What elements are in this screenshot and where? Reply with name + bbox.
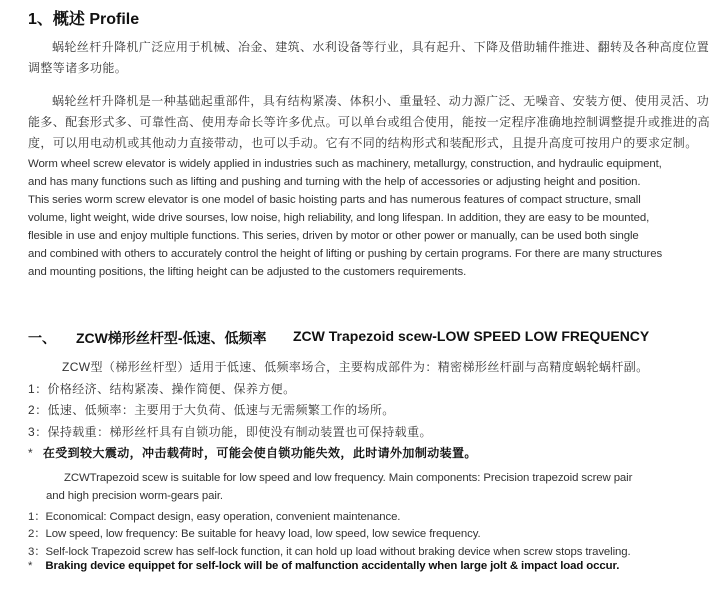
text-line: and high precision worm-gears pair. (46, 490, 223, 502)
text-line: and has many functions such as lifting and pushing and turning with the help of accessories or adjusting height and position. (28, 176, 641, 188)
section-title-cn: ZCW梯形丝杆型-低速、低频率 (76, 330, 267, 346)
note (28, 560, 619, 572)
text-line: 蜗轮丝杆升降机是一种基础起重部件，具有结构紧凑、体积小、重量轻、动力源广泛、无噪音、安装方便、使用灵活、功 (52, 94, 710, 108)
section-title-en: ZCW Trapezoid scew-LOW SPEED LOW FREQUENCY (293, 328, 650, 344)
text-line: 能多、配套形式多、可靠性高、使用寿命长等许多优点。可以单台或组合使用，能按一定程序准确地控制调整提升或推进的高 (28, 115, 711, 129)
list-item: 1：价格经济、结构紧凑、操作简便、保养方便。 (28, 382, 296, 396)
text-line: volume, light weight, wide drive sourses, low noise, high reliability, and long lifespan. In addition, they are easy to be mounted, (28, 212, 650, 224)
text-line: ZCW型（梯形丝杆型）适用于低速、低频率场合，主要构成部件为：精密梯形丝杆副与高精度蜗轮蜗杆副。 (62, 360, 649, 374)
star-icon: * (28, 560, 33, 572)
text-line: and combined with others to accurately control the height of lifting or pushing by certain programs. For there are many structures (28, 248, 663, 260)
list-item: 3：Self-lock Trapezoid screw has self-lock function, it can hold up load without braking device when screw stops traveling. (28, 546, 631, 558)
note-text: 在受到较大震动，冲击载荷时，可能会使自锁功能失效，此时请外加制动装置。 (42, 446, 477, 460)
text-line: This series worm screw elevator is one model of basic hoisting parts and has numerous features of compact structure, small (28, 194, 641, 206)
text-line: 调整等诸多功能。 (28, 61, 128, 75)
list-item: 1：Economical: Compact design, easy operation, convenient maintenance. (28, 511, 401, 523)
note-text: Braking device equippet for self-lock will be of malfunction accidentally when large jolt & impact load occur. (45, 560, 620, 572)
text-line: and mounting positions, the lifting height can be adjusted to the customers requirements. (28, 266, 467, 278)
star-icon: * (28, 446, 34, 460)
text-line: Worm wheel screw elevator is widely applied in industries such as machinery, metallurgy, construction, and hydraulic equipment, (28, 158, 662, 170)
text-line: ZCWTrapezoid scew is suitable for low speed and low frequency. Main components: Precision trapezoid screw pair (64, 472, 633, 484)
note (28, 444, 477, 461)
list-item: 2：低速、低频率：主要用于大负荷、低速与无需频繁工作的场所。 (28, 403, 395, 417)
profile-title: 1、概述 Profile (28, 11, 140, 28)
text-line: 度，可以用电动机或其他动力直接带动，也可以手动。它有不同的结构形式和装配形式，且提升高度可按用户的要求定制。 (28, 136, 698, 150)
text-line: 蜗轮丝杆升降机广泛应用于机械、冶金、建筑、水利设备等行业，具有起升、下降及借助辅件推进、翻转及各种高度位置 (52, 40, 710, 54)
list-item: 3：保持载重：梯形丝杆具有自锁功能，即使没有制动装置也可保持载重。 (28, 425, 432, 439)
section-number: 一、 (28, 330, 56, 346)
text-line: flesible in use and enjoy multiple functions. This series, driven by motor or other power or manually, can be used both single (28, 230, 639, 242)
list-item: 2：Low speed, low frequency: Be suitable for heavy load, low speed, low sewice frequency. (28, 528, 481, 540)
